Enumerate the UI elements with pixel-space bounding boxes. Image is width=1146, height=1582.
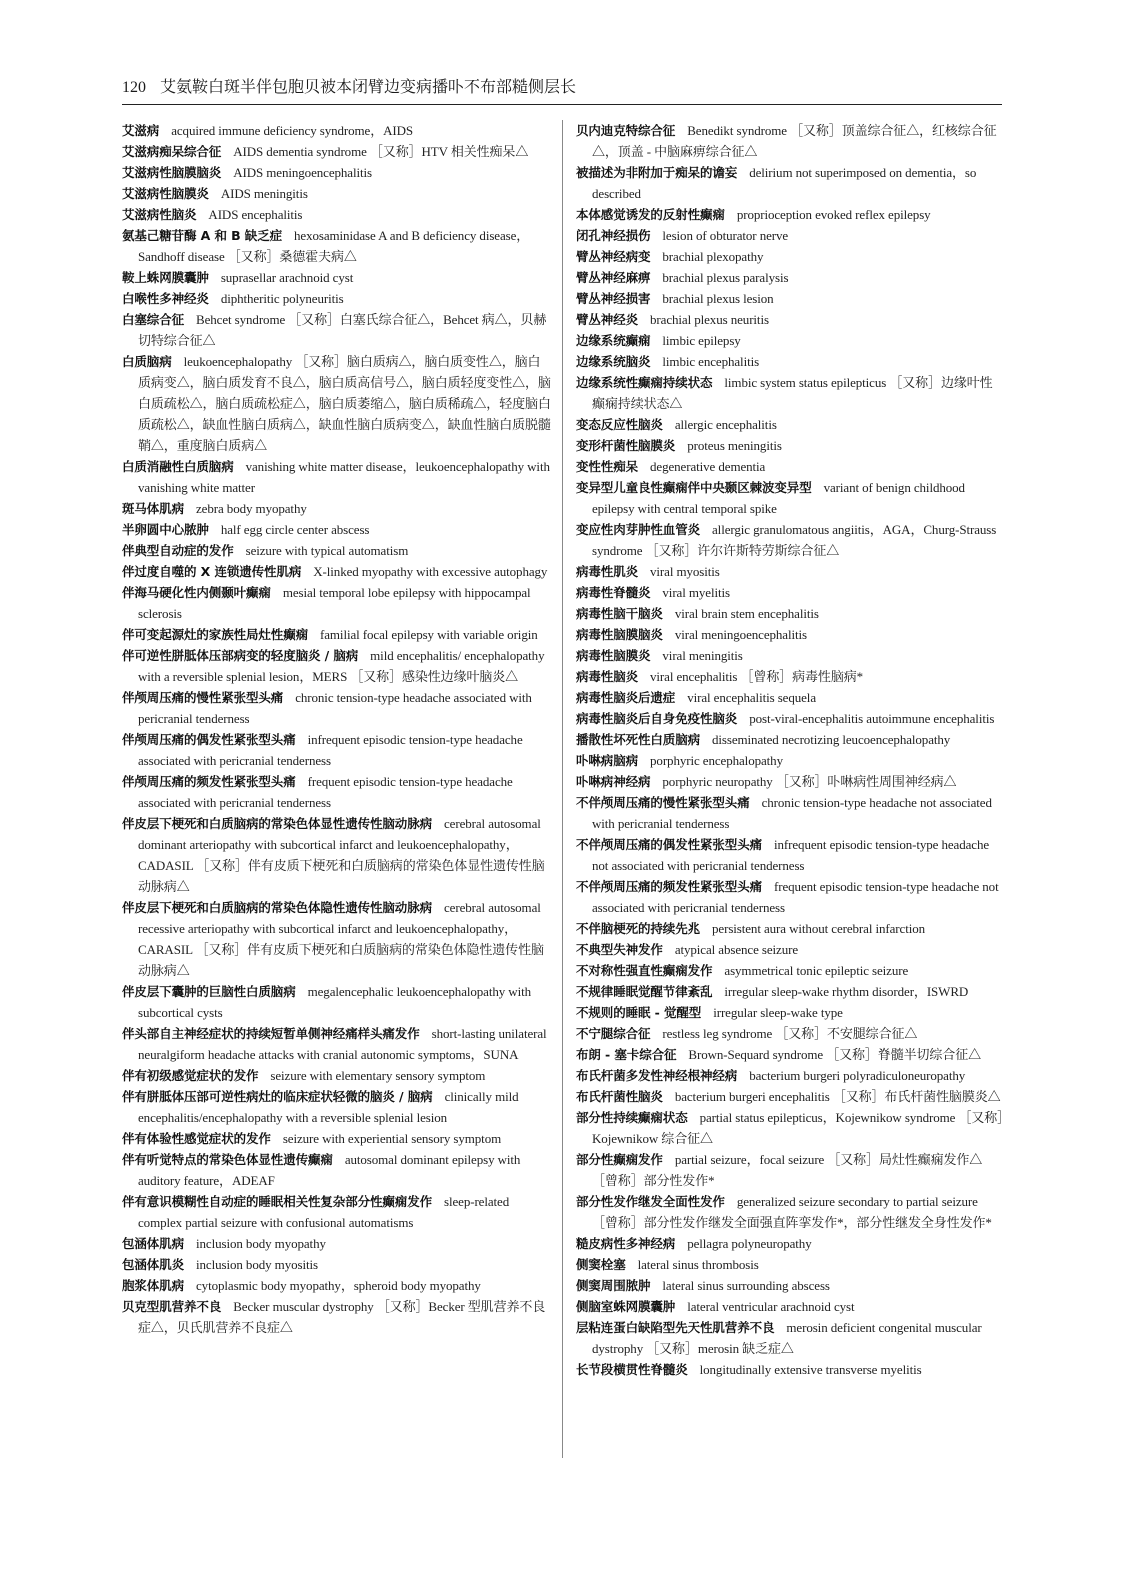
entry-term: 氨基己糖苷酶 A 和 B 缺乏症 bbox=[122, 228, 283, 243]
entry-term: 艾滋病 bbox=[122, 123, 160, 138]
entry-term: 伴有听觉特点的常染色体显性遗传癫痫 bbox=[122, 1152, 333, 1167]
glossary-entry bbox=[576, 1107, 1004, 1149]
entry-definition: proprioception evoked reflex epilepsy bbox=[736, 207, 931, 222]
glossary-entry bbox=[576, 918, 1004, 939]
entry-definition: brachial plexopathy bbox=[662, 249, 764, 264]
entry-definition: familial focal epilepsy with variable origin bbox=[320, 627, 538, 642]
entry-definition: lateral ventricular arachnoid cyst bbox=[687, 1299, 855, 1314]
entry-term: 伴有意识模糊性自动症的睡眠相关性复杂部分性癫痫发作 bbox=[122, 1194, 433, 1209]
entry-definition: longitudinally extensive transverse myelitis bbox=[699, 1362, 922, 1377]
glossary-entry bbox=[122, 645, 552, 687]
entry-term: 伴皮层下囊肿的巨脑性白质脑病 bbox=[122, 984, 296, 999]
entry-term: 播散性坏死性白质脑病 bbox=[576, 732, 701, 747]
glossary-entry bbox=[122, 120, 552, 141]
page-number: 120 bbox=[122, 79, 146, 96]
entry-term: 部分性癫痫发作 bbox=[576, 1152, 663, 1167]
entry-definition: seizure with experiential sensory symptom bbox=[282, 1131, 502, 1146]
entry-definition: cytoplasmic body myopathy，spheroid body myopathy bbox=[196, 1278, 481, 1293]
glossary-entry bbox=[122, 624, 552, 645]
entry-term: 伴颅周压痛的频发性紧张型头痛 bbox=[122, 774, 296, 789]
entry-term: 伴可逆性胼胝体压部病变的轻度脑炎 / 脑病 bbox=[122, 648, 359, 663]
glossary-entry bbox=[576, 645, 1004, 666]
glossary-entry bbox=[576, 687, 1004, 708]
entry-term: 斑马体肌病 bbox=[122, 501, 185, 516]
entry-term: 层粘连蛋白缺陷型先天性肌营养不良 bbox=[576, 1320, 775, 1335]
right-column bbox=[576, 120, 1004, 1380]
entry-term: 臂丛神经病变 bbox=[576, 249, 651, 264]
glossary-entry bbox=[576, 435, 1004, 456]
glossary-entry bbox=[576, 267, 1004, 288]
glossary-entry bbox=[576, 1254, 1004, 1275]
entry-definition: lateral sinus surrounding abscess bbox=[662, 1278, 830, 1293]
glossary-entry bbox=[576, 666, 1004, 687]
entry-definition: suprasellar arachnoid cyst bbox=[220, 270, 354, 285]
glossary-entry bbox=[122, 540, 552, 561]
entry-term: 布朗 - 塞卡综合征 bbox=[576, 1047, 677, 1062]
entry-definition: bacterium burgeri encephalitis ［又称］布氏杆菌性脑膜炎△ bbox=[674, 1089, 1001, 1104]
left-column bbox=[122, 120, 552, 1338]
entry-definition: clinically mild encephalitis/encephalopathy with a reversible splenial lesion bbox=[138, 1089, 519, 1125]
entry-term: 艾滋病性脑膜脑炎 bbox=[122, 165, 222, 180]
entry-definition: leukoencephalopathy ［又称］脑白质病△，脑白质变性△，脑白质病变△，脑白质发育不良△，脑白质高信号△，脑白质轻度变性△，脑白质疏松△，脑白质疏松症△，脑白质萎缩△，脑白质稀疏△，轻度脑白质疏松△，缺血性脑白质病△，缺血性脑白质病变△，缺血性脑白质脱髓鞘△，重度脑白质病△ bbox=[138, 354, 551, 453]
glossary-entry bbox=[122, 582, 552, 624]
entry-definition: irregular sleep-wake type bbox=[713, 1005, 843, 1020]
entry-definition: lesion of obturator nerve bbox=[662, 228, 789, 243]
entry-term: 伴颅周压痛的慢性紧张型头痛 bbox=[122, 690, 284, 705]
glossary-entry bbox=[576, 162, 1004, 204]
entry-definition: allergic encephalitis bbox=[674, 417, 777, 432]
entry-term: 胞浆体肌病 bbox=[122, 1278, 185, 1293]
column-divider bbox=[562, 120, 563, 1458]
entry-definition: persistent aura without cerebral infarction bbox=[712, 921, 926, 936]
entry-definition: delirium not superimposed on dementia，so described bbox=[592, 165, 977, 201]
entry-term: 病毒性脑膜炎 bbox=[576, 648, 651, 663]
glossary-entry bbox=[122, 309, 552, 351]
entry-definition: limbic system status epilepticus ［又称］边缘叶性癫痫持续状态△ bbox=[592, 375, 993, 411]
entry-term: 不规律睡眠觉醒节律紊乱 bbox=[576, 984, 713, 999]
entry-term: 布氏杆菌多发性神经根神经病 bbox=[576, 1068, 738, 1083]
entry-definition: diphtheritic polyneuritis bbox=[220, 291, 344, 306]
glossary-entry bbox=[576, 981, 1004, 1002]
entry-term: 包涵体肌炎 bbox=[122, 1257, 185, 1272]
entry-definition: inclusion body myopathy bbox=[196, 1236, 326, 1251]
glossary-entry bbox=[576, 1044, 1004, 1065]
entry-term: 包涵体肌病 bbox=[122, 1236, 185, 1251]
glossary-entry bbox=[122, 1191, 552, 1233]
glossary-entry bbox=[576, 1065, 1004, 1086]
glossary-entry bbox=[576, 876, 1004, 918]
entry-definition: chronic tension-type headache not associated with pericranial tenderness bbox=[592, 795, 992, 831]
entry-term: 卟啉病脑病 bbox=[576, 753, 639, 768]
entry-term: 白喉性多神经炎 bbox=[122, 291, 209, 306]
entry-definition: Behcet syndrome ［又称］白塞氏综合征△，Behcet 病△，贝赫切特综合征△ bbox=[138, 312, 547, 348]
entry-definition: viral myelitis bbox=[662, 585, 730, 600]
glossary-entry bbox=[576, 834, 1004, 876]
glossary-entry bbox=[576, 939, 1004, 960]
entry-definition: allergic granulomatous angiitis，AGA，Churg-Strauss syndrome ［又称］许尔许斯特劳斯综合征△ bbox=[592, 522, 997, 558]
entry-term: 白质消融性白质脑病 bbox=[122, 459, 234, 474]
entry-definition: acquired immune deficiency syndrome，AIDS bbox=[171, 123, 414, 138]
entry-definition: Becker muscular dystrophy ［又称］Becker 型肌营养不良症△，贝氏肌营养不良症△ bbox=[138, 1299, 546, 1335]
glossary-entry bbox=[122, 687, 552, 729]
entry-definition: post-viral-encephalitis autoimmune encephalitis bbox=[749, 711, 995, 726]
entry-term: 半卵圆中心脓肿 bbox=[122, 522, 209, 537]
entry-definition: merosin deficient congenital muscular dystrophy ［又称］merosin 缺乏症△ bbox=[592, 1320, 982, 1356]
glossary-entry bbox=[122, 981, 552, 1023]
entry-term: 不规则的睡眠 - 觉醒型 bbox=[576, 1005, 702, 1020]
glossary-entry bbox=[122, 204, 552, 225]
entry-term: 不典型失神发作 bbox=[576, 942, 663, 957]
entry-term: 边缘系统性癫痫持续状态 bbox=[576, 375, 713, 390]
entry-term: 侧窦周围脓肿 bbox=[576, 1278, 651, 1293]
entry-definition: viral myositis bbox=[650, 564, 720, 579]
entry-definition: Brown-Sequard syndrome ［又称］脊髓半切综合征△ bbox=[688, 1047, 981, 1062]
entry-term: 艾滋病痴呆综合征 bbox=[122, 144, 222, 159]
entry-term: 边缘系统脑炎 bbox=[576, 354, 651, 369]
glossary-entry bbox=[576, 603, 1004, 624]
glossary-entry bbox=[576, 456, 1004, 477]
entry-definition: partial status epilepticus，Kojewnikow syndrome ［又称］Kojewnikow 综合征△ bbox=[592, 1110, 1004, 1146]
glossary-entry bbox=[576, 1002, 1004, 1023]
entry-term: 部分性持续癫痫状态 bbox=[576, 1110, 688, 1125]
entry-term: 不伴颅周压痛的频发性紧张型头痛 bbox=[576, 879, 763, 894]
entry-term: 病毒性脑炎后遗症 bbox=[576, 690, 676, 705]
entry-term: 贝内迪克特综合征 bbox=[576, 123, 676, 138]
entry-definition: proteus meningitis bbox=[687, 438, 782, 453]
entry-definition: atypical absence seizure bbox=[674, 942, 799, 957]
glossary-entry bbox=[122, 267, 552, 288]
entry-definition: brachial plexus paralysis bbox=[662, 270, 789, 285]
glossary-entry bbox=[576, 1296, 1004, 1317]
entry-definition: irregular sleep-wake rhythm disorder，ISWRD bbox=[724, 984, 969, 999]
entry-definition: viral encephalitis ［曾称］病毒性脑病* bbox=[650, 669, 864, 684]
glossary-entry bbox=[122, 1254, 552, 1275]
glossary-entry bbox=[576, 1086, 1004, 1107]
entry-term: 部分性发作继发全面性发作 bbox=[576, 1194, 725, 1209]
glossary-entry bbox=[576, 330, 1004, 351]
glossary-entry bbox=[122, 771, 552, 813]
entry-term: 白质脑病 bbox=[122, 354, 172, 369]
glossary-entry bbox=[122, 1065, 552, 1086]
entry-definition: bacterium burgeri polyradiculoneuropathy bbox=[749, 1068, 966, 1083]
entry-definition: partial seizure，focal seizure ［又称］局灶性癫痫发作△ ［曾称］部分性发作* bbox=[592, 1152, 983, 1188]
glossary-entry bbox=[576, 477, 1004, 519]
entry-definition: autosomal dominant epilepsy with auditory feature，ADEAF bbox=[138, 1152, 521, 1188]
glossary-entry bbox=[122, 183, 552, 204]
entry-term: 变形杆菌性脑膜炎 bbox=[576, 438, 676, 453]
entry-definition: sleep-related complex partial seizure with confusional automatisms bbox=[138, 1194, 510, 1230]
entry-term: 伴可变起源灶的家族性局灶性癫痫 bbox=[122, 627, 309, 642]
entry-term: 伴有初级感觉症状的发作 bbox=[122, 1068, 259, 1083]
entry-definition: porphyric neuropathy ［又称］卟啉病性周围神经病△ bbox=[662, 774, 957, 789]
glossary-entry bbox=[122, 498, 552, 519]
entry-term: 变态反应性脑炎 bbox=[576, 417, 663, 432]
entry-definition: lateral sinus thrombosis bbox=[637, 1257, 759, 1272]
entry-definition: vanishing white matter disease，leukoencephalopathy with vanishing white matter bbox=[138, 459, 550, 495]
entry-definition: pellagra polyneuropathy bbox=[687, 1236, 812, 1251]
glossary-entry bbox=[122, 561, 552, 582]
entry-term: 糙皮病性多神经病 bbox=[576, 1236, 676, 1251]
entry-term: 变性性痴呆 bbox=[576, 459, 639, 474]
entry-term: 病毒性肌炎 bbox=[576, 564, 639, 579]
entry-term: 长节段横贯性脊髓炎 bbox=[576, 1362, 688, 1377]
entry-term: 伴有胼胝体压部可逆性病灶的临床症状轻微的脑炎 / 脑病 bbox=[122, 1089, 433, 1104]
glossary-entry bbox=[576, 771, 1004, 792]
entry-term: 伴典型自动症的发作 bbox=[122, 543, 234, 558]
entry-term: 艾滋病性脑膜炎 bbox=[122, 186, 209, 201]
entry-definition: limbic epilepsy bbox=[662, 333, 741, 348]
entry-term: 侧窦栓塞 bbox=[576, 1257, 626, 1272]
entry-term: 被描述为非附加于痴呆的谵妄 bbox=[576, 165, 738, 180]
entry-definition: degenerative dementia bbox=[650, 459, 766, 474]
entry-term: 不伴颅周压痛的慢性紧张型头痛 bbox=[576, 795, 750, 810]
glossary-entry bbox=[122, 1128, 552, 1149]
entry-term: 贝克型肌营养不良 bbox=[122, 1299, 222, 1314]
entry-definition: AIDS dementia syndrome ［又称］HTV 相关性痴呆△ bbox=[233, 144, 529, 159]
entry-term: 边缘系统癫痫 bbox=[576, 333, 651, 348]
glossary-entry bbox=[122, 225, 552, 267]
glossary-entry bbox=[576, 519, 1004, 561]
glossary-entry bbox=[122, 1149, 552, 1191]
glossary-entry bbox=[576, 792, 1004, 834]
entry-term: 侧脑室蛛网膜囊肿 bbox=[576, 1299, 676, 1314]
glossary-entry bbox=[576, 1317, 1004, 1359]
entry-term: 臂丛神经炎 bbox=[576, 312, 639, 327]
glossary-entry bbox=[576, 1275, 1004, 1296]
entry-definition: porphyric encephalopathy bbox=[650, 753, 783, 768]
glossary-entry bbox=[576, 246, 1004, 267]
entry-definition: AIDS encephalitis bbox=[208, 207, 303, 222]
entry-definition: disseminated necrotizing leucoencephalopathy bbox=[712, 732, 951, 747]
glossary-entry bbox=[122, 162, 552, 183]
entry-definition: zebra body myopathy bbox=[196, 501, 307, 516]
entry-definition: limbic encephalitis bbox=[662, 354, 760, 369]
entry-term: 变异型儿童良性癫痫伴中央颞区棘波变异型 bbox=[576, 480, 812, 495]
entry-term: 伴皮层下梗死和白质脑病的常染色体显性遗传性脑动脉病 bbox=[122, 816, 433, 831]
entry-definition: chronic tension-type headache associated with pericranial tenderness bbox=[138, 690, 532, 726]
glossary-entry bbox=[576, 414, 1004, 435]
entry-term: 病毒性脑干脑炎 bbox=[576, 606, 663, 621]
entry-definition: half egg circle center abscess bbox=[220, 522, 370, 537]
glossary-entry bbox=[122, 1023, 552, 1065]
glossary-entry bbox=[576, 288, 1004, 309]
glossary-entry bbox=[122, 1086, 552, 1128]
glossary-entry bbox=[576, 1149, 1004, 1191]
glossary-entry bbox=[576, 372, 1004, 414]
entry-definition: restless leg syndrome ［又称］不安腿综合征△ bbox=[662, 1026, 918, 1041]
entry-definition: frequent episodic tension-type headache not associated with pericranial tenderness bbox=[592, 879, 999, 915]
entry-term: 白塞综合征 bbox=[122, 312, 185, 327]
entry-definition: seizure with elementary sensory symptom bbox=[270, 1068, 486, 1083]
entry-term: 病毒性脑炎 bbox=[576, 669, 639, 684]
entry-definition: infrequent episodic tension-type headache associated with pericranial tenderness bbox=[138, 732, 523, 768]
entry-definition: cerebral autosomal dominant arteriopathy with subcortical infarct and leukoencephalopathy，CADASIL ［又称］伴有皮质下梗死和白质脑病的常染色体显性遗传性脑动脉病△ bbox=[138, 816, 545, 894]
entry-term: 伴头部自主神经症状的持续短暂单侧神经痛样头痛发作 bbox=[122, 1026, 420, 1041]
entry-definition: brachial plexus neuritis bbox=[650, 312, 769, 327]
glossary-entry bbox=[122, 897, 552, 981]
entry-definition: megalencephalic leukoencephalopathy with subcortical cysts bbox=[138, 984, 532, 1020]
entry-definition: hexosaminidase A and B deficiency disease，Sandhoff disease ［又称］桑德霍夫病△ bbox=[138, 228, 530, 264]
glossary-entry bbox=[576, 120, 1004, 162]
glossary-entry bbox=[576, 1191, 1004, 1233]
glossary-entry bbox=[122, 456, 552, 498]
glossary-entry bbox=[122, 288, 552, 309]
entry-term: 伴海马硬化性内侧颞叶癫痫 bbox=[122, 585, 271, 600]
entry-definition: viral encephalitis sequela bbox=[687, 690, 816, 705]
glossary-entry bbox=[576, 1359, 1004, 1380]
entry-term: 不宁腿综合征 bbox=[576, 1026, 651, 1041]
glossary-entry bbox=[122, 813, 552, 897]
entry-term: 伴皮层下梗死和白质脑病的常染色体隐性遗传性脑动脉病 bbox=[122, 900, 433, 915]
glossary-entry bbox=[576, 729, 1004, 750]
entry-definition: inclusion body myositis bbox=[196, 1257, 318, 1272]
entry-term: 闭孔神经损伤 bbox=[576, 228, 651, 243]
glossary-entry bbox=[576, 960, 1004, 981]
entry-term: 病毒性脑膜脑炎 bbox=[576, 627, 663, 642]
entry-definition: brachial plexus lesion bbox=[662, 291, 774, 306]
glossary-entry bbox=[576, 351, 1004, 372]
entry-term: 不对称性强直性癫痫发作 bbox=[576, 963, 713, 978]
entry-term: 臂丛神经麻痹 bbox=[576, 270, 651, 285]
glossary-entry bbox=[576, 561, 1004, 582]
entry-term: 变应性肉芽肿性血管炎 bbox=[576, 522, 701, 537]
glossary-entry bbox=[122, 1296, 552, 1338]
glossary-entry bbox=[576, 1233, 1004, 1254]
entry-definition: seizure with typical automatism bbox=[245, 543, 409, 558]
glossary-entry bbox=[576, 750, 1004, 771]
entry-definition: infrequent episodic tension-type headache not associated with pericranial tenderness bbox=[592, 837, 990, 873]
entry-definition: mesial temporal lobe epilepsy with hippocampal sclerosis bbox=[138, 585, 531, 621]
entry-term: 艾滋病性脑炎 bbox=[122, 207, 197, 222]
entry-definition: viral meningoencephalitis bbox=[674, 627, 807, 642]
entry-term: 本体感觉诱发的反射性癫痫 bbox=[576, 207, 725, 222]
entry-term: 伴颅周压痛的偶发性紧张型头痛 bbox=[122, 732, 296, 747]
glossary-entry bbox=[576, 204, 1004, 225]
entry-definition: short-lasting unilateral neuralgiform headache attacks with cranial autonomic symptoms，SUNA bbox=[138, 1026, 547, 1062]
entry-definition: AIDS meningoencephalitis bbox=[233, 165, 372, 180]
entry-definition: X-linked myopathy with excessive autophagy bbox=[313, 564, 548, 579]
header-title: 艾氨鞍白斑半伴包胞贝被本闭臂边变病播卟不布部糙侧层长 bbox=[160, 77, 577, 96]
entry-term: 伴过度自噬的 X 连锁遗传性肌病 bbox=[122, 564, 302, 579]
entry-term: 病毒性脑炎后自身免疫性脑炎 bbox=[576, 711, 738, 726]
glossary-entry bbox=[576, 708, 1004, 729]
entry-definition: cerebral autosomal recessive arteriopathy with subcortical infarct and leukoencephalopathy，CARASIL ［又称］伴有皮质下梗死和白质脑病的常染色体隐性遗传性脑动脉病△ bbox=[138, 900, 544, 978]
glossary-entry bbox=[576, 225, 1004, 246]
glossary-entry bbox=[122, 141, 552, 162]
entry-term: 臂丛神经损害 bbox=[576, 291, 651, 306]
entry-definition: Benedikt syndrome ［又称］顶盖综合征△，红核综合征△，顶盖 - 中脑麻痹综合征△ bbox=[592, 123, 997, 159]
entry-term: 卟啉病神经病 bbox=[576, 774, 651, 789]
entry-definition: viral meningitis bbox=[662, 648, 743, 663]
entry-term: 不伴颅周压痛的偶发性紧张型头痛 bbox=[576, 837, 763, 852]
glossary-entry bbox=[122, 1275, 552, 1296]
entry-definition: AIDS meningitis bbox=[220, 186, 308, 201]
entry-term: 不伴脑梗死的持续先兆 bbox=[576, 921, 701, 936]
entry-definition: viral brain stem encephalitis bbox=[674, 606, 819, 621]
glossary-entry bbox=[576, 624, 1004, 645]
glossary-entry bbox=[576, 309, 1004, 330]
glossary-entry bbox=[122, 519, 552, 540]
glossary-entry bbox=[576, 582, 1004, 603]
entry-term: 布氏杆菌性脑炎 bbox=[576, 1089, 663, 1104]
page-header bbox=[122, 74, 1002, 105]
entry-definition: frequent episodic tension-type headache associated with pericranial tenderness bbox=[138, 774, 513, 810]
glossary-entry bbox=[122, 729, 552, 771]
glossary-entry bbox=[122, 1233, 552, 1254]
entry-term: 鞍上蛛网膜囊肿 bbox=[122, 270, 209, 285]
entry-definition: variant of benign childhood epilepsy with central temporal spike bbox=[592, 480, 965, 516]
entry-definition: mild encephalitis/ encephalopathy with a reversible splenial lesion，MERS ［又称］感染性边缘叶脑炎△ bbox=[138, 648, 545, 684]
entry-term: 病毒性脊髓炎 bbox=[576, 585, 651, 600]
entry-definition: generalized seizure secondary to partial seizure ［曾称］部分性发作继发全面强直阵挛发作*，部分性继发全身性发作* bbox=[592, 1194, 992, 1230]
entry-definition: asymmetrical tonic epileptic seizure bbox=[724, 963, 909, 978]
glossary-entry bbox=[576, 1023, 1004, 1044]
glossary-entry bbox=[122, 351, 552, 456]
entry-term: 伴有体验性感觉症状的发作 bbox=[122, 1131, 271, 1146]
